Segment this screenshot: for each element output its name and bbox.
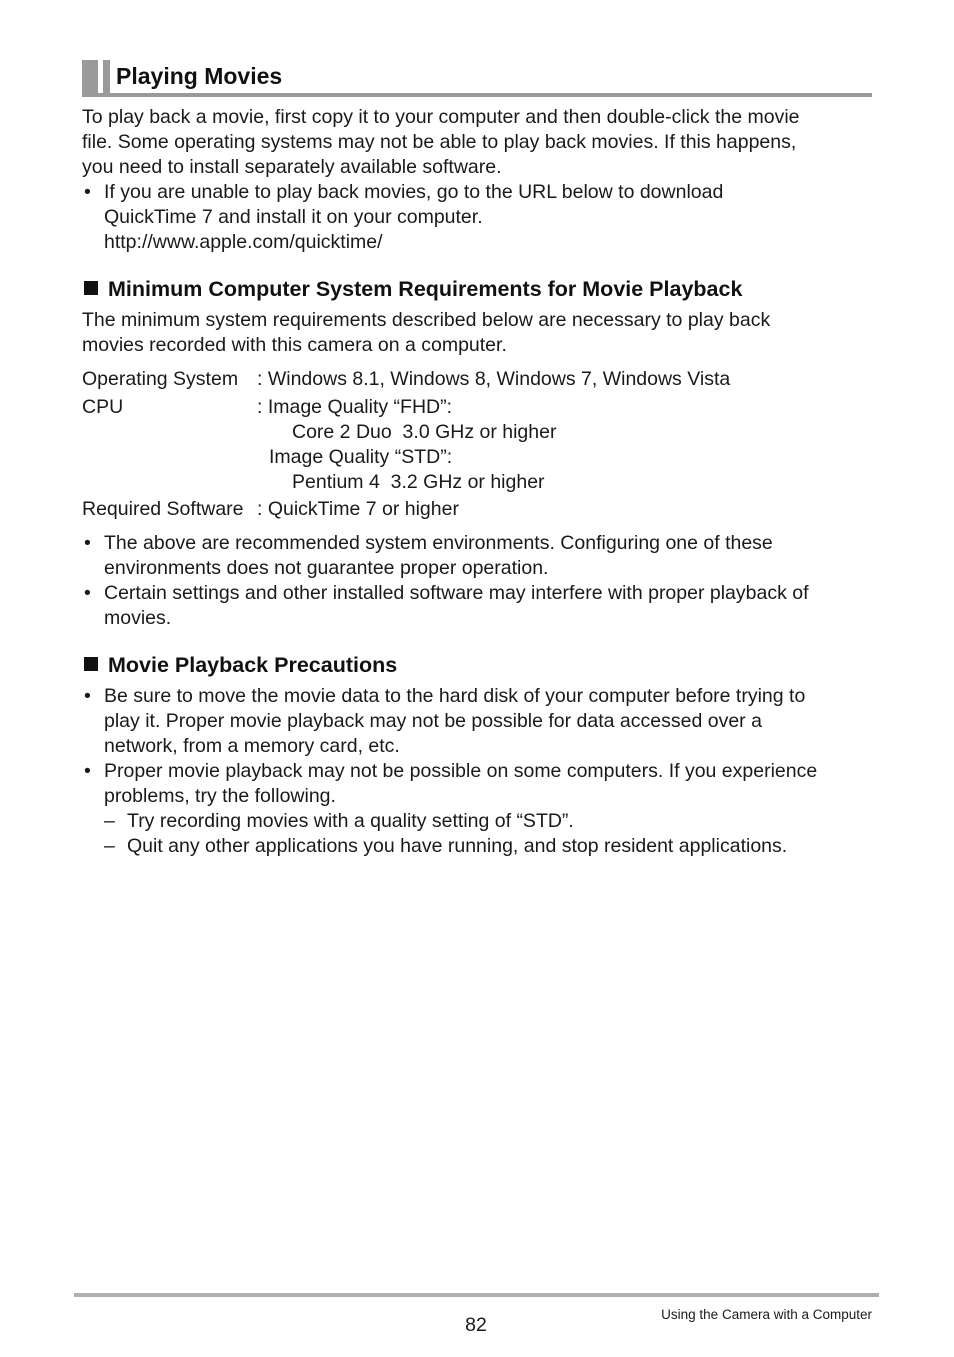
bullet-dot: • [84,181,91,203]
header-rule [82,93,872,97]
precaution-text: problems, try the following. [104,785,336,807]
header-bar-decoration [103,60,110,95]
section-header [82,60,872,98]
precaution-text: Be sure to move the movie data to the hard disk of your computer before trying to [104,685,806,707]
square-bullet-icon [84,657,98,671]
sub-item-text: Try recording movies with a quality setting of “STD”. [127,810,574,832]
bullet-dot: • [84,582,91,604]
chapter-title: Using the Camera with a Computer [661,1307,872,1322]
cpu-label: CPU [82,396,124,418]
cpu-std: Image Quality “STD”: [269,446,453,468]
square-bullet-icon [84,281,98,295]
dash-marker: – [104,835,115,857]
precaution-text: network, from a memory card, etc. [104,735,400,757]
intro-line: file. Some operating systems may not be able to play back movies. If this happens, [82,131,797,153]
precaution-text: Proper movie playback may not be possible on some computers. If you experience [104,760,818,782]
cpu-fhd-value: Core 2 Duo 3.0 GHz or higher [292,421,557,443]
note-text: The above are recommended system environments. Configuring one of these [104,532,773,554]
section-title: Playing Movies [116,63,283,89]
bullet-dot: • [84,760,91,782]
bullet-text: QuickTime 7 and install it on your computer. [104,206,483,228]
note-text: Certain settings and other installed software may interfere with proper playback of [104,582,809,604]
cpu-std-value: Pentium 4 3.2 GHz or higher [292,471,545,493]
bullet-text: If you are unable to play back movies, go to the URL below to download [104,181,724,203]
software-value: : QuickTime 7 or higher [257,498,459,520]
page-number: 82 [465,1314,487,1336]
os-label: Operating System [82,368,239,390]
note-text: movies. [104,607,172,629]
intro-line: you need to install separately available software. [82,156,502,178]
bullet-dot: • [84,685,91,707]
cpu-fhd: : Image Quality “FHD”: [257,396,453,418]
precaution-text: play it. Proper movie playback may not be possible for data accessed over a [104,710,762,732]
requirements-heading [84,276,742,302]
precautions-heading [84,652,397,678]
header-bar-decoration [82,60,98,95]
os-value: : Windows 8.1, Windows 8, Windows 7, Windows Vista [257,368,731,390]
footer-rule [74,1293,879,1297]
requirements-description: movies recorded with this camera on a computer. [82,334,507,356]
dash-marker: – [104,810,115,832]
quicktime-url-link[interactable]: http://www.apple.com/quicktime/ [104,231,383,253]
intro-line: To play back a movie, first copy it to your computer and then double-click the movie [82,106,800,128]
bullet-dot: • [84,532,91,554]
note-text: environments does not guarantee proper operation. [104,557,549,579]
precautions-heading-text: Movie Playback Precautions [108,653,398,677]
sub-item-text: Quit any other applications you have running, and stop resident applications. [127,835,788,857]
requirements-heading-text: Minimum Computer System Requirements for Movie Playback [108,277,743,301]
software-label: Required Software [82,498,244,520]
requirements-description: The minimum system requirements described below are necessary to play back [82,309,771,331]
